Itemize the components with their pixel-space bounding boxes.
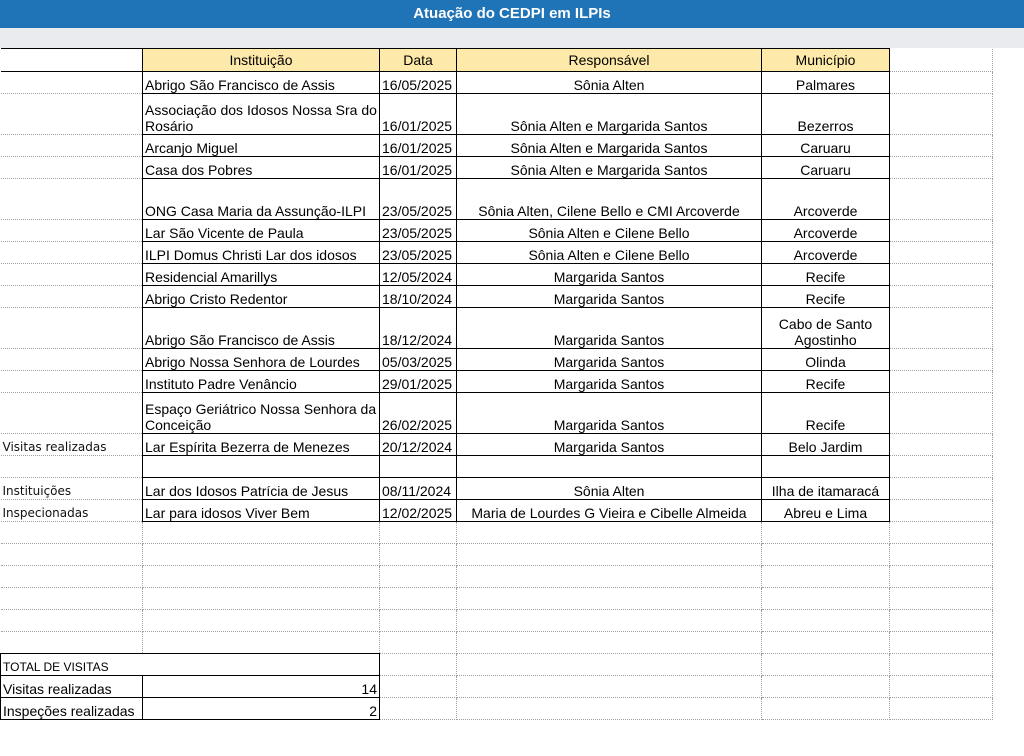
cell-responsavel[interactable]: Margarida Santos [457,393,762,434]
cell[interactable] [457,632,762,654]
cell[interactable] [1,286,143,308]
cell-municipio[interactable]: Palmares [762,72,890,94]
cell[interactable] [143,544,380,566]
cell-responsavel[interactable]: Margarida Santos [457,264,762,286]
cell[interactable] [890,308,993,349]
cell[interactable] [457,676,762,698]
cell[interactable] [762,654,890,676]
col-header-data[interactable]: Data [380,49,457,72]
totals-value[interactable]: 14 [143,676,380,698]
cell-data[interactable]: 20/12/2024 [380,434,457,456]
cell-data[interactable]: 16/01/2025 [380,94,457,135]
cell[interactable] [1,393,143,434]
cell[interactable] [1,632,143,654]
cell-data[interactable]: 29/01/2025 [380,371,457,393]
cell-responsavel[interactable]: Sônia Alten e Margarida Santos [457,94,762,135]
cell[interactable] [1,610,143,632]
cell[interactable] [890,588,993,610]
totals-value[interactable]: 2 [143,698,380,720]
cell[interactable] [457,544,762,566]
header-row [1,49,993,72]
table-row [1,371,993,393]
cell[interactable] [457,698,762,720]
empty-row [1,610,993,632]
cell[interactable] [890,566,993,588]
cell-instituicao[interactable]: Abrigo São Francisco de Assis [143,308,380,349]
cell[interactable] [1,94,143,135]
cell[interactable] [457,610,762,632]
cell[interactable] [890,349,993,371]
cell[interactable] [890,676,993,698]
cell-instituicao[interactable]: ONG Casa Maria da Assunção-ILPI [143,179,380,220]
cell[interactable] [890,610,993,632]
label-visitas-realizadas[interactable]: Visitas realizadas [1,434,143,456]
cell[interactable] [890,698,993,720]
table-row [1,434,993,456]
cell[interactable] [890,72,993,94]
cell[interactable] [890,94,993,135]
cell[interactable] [1,157,143,179]
empty-row [1,566,993,588]
cell-responsavel[interactable]: Sônia Alten [457,478,762,500]
cell[interactable] [143,566,380,588]
cell[interactable] [457,654,762,676]
cell-responsavel[interactable]: Margarida Santos [457,371,762,393]
cell-responsavel[interactable]: Sônia Alten e Margarida Santos [457,135,762,157]
cell[interactable] [1,566,143,588]
cell-municipio[interactable]: Belo Jardim [762,434,890,456]
data-table [0,48,993,720]
cell[interactable] [1,264,143,286]
cell[interactable] [890,135,993,157]
table-row [1,179,993,220]
cell-data[interactable]: 05/03/2025 [380,349,457,371]
cell[interactable] [380,632,457,654]
cell[interactable] [143,588,380,610]
totals-label[interactable]: Inspeções realizadas [1,698,143,720]
cell-responsavel[interactable]: Maria de Lourdes G Vieira e Cibelle Almeida [457,500,762,522]
col-header-municipio[interactable]: Município [762,49,890,72]
cell[interactable] [1,588,143,610]
cell[interactable] [762,610,890,632]
cell[interactable] [380,698,457,720]
sheet-title[interactable]: Atuação do CEDPI em ILPIs [0,0,1024,28]
cell[interactable] [762,698,890,720]
cell-instituicao[interactable]: Lar São Vicente de Paula [143,220,380,242]
cell-responsavel[interactable]: Margarida Santos [457,286,762,308]
cell-municipio[interactable]: Abreu e Lima [762,500,890,522]
cell[interactable] [457,522,762,544]
cell[interactable] [380,610,457,632]
empty-row [1,588,993,610]
cell-municipio[interactable]: Arcoverde [762,242,890,264]
cell-data[interactable]: 16/01/2025 [380,135,457,157]
cell[interactable] [762,456,890,478]
cell-data[interactable]: 08/11/2024 [380,478,457,500]
cell-data[interactable]: 23/05/2025 [380,220,457,242]
cell[interactable] [143,610,380,632]
cell[interactable] [762,522,890,544]
cell-municipio[interactable]: Caruaru [762,157,890,179]
cell[interactable] [890,434,993,456]
table-row [1,157,993,179]
table-row [1,242,993,264]
totals-header-row [1,654,993,676]
totals-label[interactable]: Visitas realizadas [1,676,143,698]
cell[interactable] [890,220,993,242]
cell-municipio[interactable]: Recife [762,286,890,308]
cell[interactable] [890,264,993,286]
cell[interactable] [1,135,143,157]
cell[interactable] [457,566,762,588]
cell[interactable] [1,371,143,393]
table-row [1,94,993,135]
cell-municipio[interactable]: Recife [762,264,890,286]
totals-row [1,676,993,698]
cell-instituicao[interactable]: Lar Espírita Bezerra de Menezes [143,434,380,456]
cell[interactable] [457,456,762,478]
cell[interactable] [1,308,143,349]
cell[interactable] [762,676,890,698]
cell[interactable] [890,286,993,308]
cell[interactable] [380,544,457,566]
cell[interactable] [890,179,993,220]
cell-municipio[interactable]: Ilha de itamaracá [762,478,890,500]
cell-data[interactable]: 16/01/2025 [380,157,457,179]
cell[interactable] [380,676,457,698]
cell-municipio[interactable]: Bezerros [762,94,890,135]
totals-row [1,698,993,720]
cell[interactable] [890,242,993,264]
table-row [1,135,993,157]
cell[interactable] [762,632,890,654]
cell[interactable] [890,654,993,676]
cell-data[interactable]: 26/02/2025 [380,393,457,434]
cell-data[interactable]: 12/05/2024 [380,264,457,286]
cell-municipio[interactable]: Caruaru [762,135,890,157]
cell[interactable] [1,544,143,566]
cell[interactable] [380,456,457,478]
cell[interactable] [890,371,993,393]
cell[interactable] [762,566,890,588]
cell-data[interactable]: 23/05/2025 [380,242,457,264]
cell[interactable] [890,522,993,544]
cell-responsavel[interactable]: Sônia Alten, Cilene Bello e CMI Arcoverde [457,179,762,220]
cell-instituicao[interactable]: Abrigo Cristo Redentor [143,286,380,308]
cell-data[interactable]: 23/05/2025 [380,179,457,220]
cell-instituicao[interactable]: Abrigo Nossa Senhora de Lourdes [143,349,380,371]
cell[interactable] [380,654,457,676]
cell-responsavel[interactable]: Margarida Santos [457,349,762,371]
cell-instituicao[interactable]: Espaço Geriátrico Nossa Senhora da Conceição [143,393,380,434]
cell[interactable] [1,49,143,72]
cell-responsavel[interactable]: Sônia Alten [457,72,762,94]
cell-instituicao[interactable]: Residencial Amarillys [143,264,380,286]
header-band [0,28,1024,48]
cell[interactable] [890,632,993,654]
cell-instituicao[interactable]: Instituto Padre Venâncio [143,371,380,393]
table-row [1,500,993,522]
table-row [1,264,993,286]
col-header-responsavel[interactable]: Responsável [457,49,762,72]
cell[interactable] [890,49,993,72]
cell[interactable] [1,349,143,371]
cell-instituicao[interactable]: Arcanjo Miguel [143,135,380,157]
cell[interactable] [457,588,762,610]
cell[interactable] [1,220,143,242]
cell[interactable] [890,393,993,434]
cell-municipio[interactable]: Recife [762,393,890,434]
cell[interactable] [890,478,993,500]
cell[interactable] [1,72,143,94]
cell-responsavel[interactable]: Sônia Alten e Cilene Bello [457,242,762,264]
cell[interactable] [890,500,993,522]
col-header-instituicao[interactable]: Instituição [143,49,380,72]
cell-responsavel[interactable]: Sônia Alten e Cilene Bello [457,220,762,242]
cell-municipio[interactable]: Cabo de Santo Agostinho [762,308,890,349]
cell[interactable] [890,544,993,566]
cell[interactable] [143,632,380,654]
cell-instituicao[interactable]: Abrigo São Francisco de Assis [143,72,380,94]
cell-municipio[interactable]: Arcoverde [762,179,890,220]
cell-data[interactable]: 18/10/2024 [380,286,457,308]
cell[interactable] [143,522,380,544]
empty-row [1,522,993,544]
empty-row [1,544,993,566]
cell[interactable] [762,588,890,610]
cell-municipio[interactable]: Recife [762,371,890,393]
table-row [1,349,993,371]
cell[interactable] [380,588,457,610]
cell[interactable] [1,179,143,220]
cell[interactable] [380,522,457,544]
cell[interactable] [143,456,380,478]
label-instituicoes[interactable]: Instituições [1,478,143,500]
table-row [1,220,993,242]
table-row [1,308,993,349]
cell-instituicao[interactable]: ILPI Domus Christi Lar dos idosos [143,242,380,264]
cell[interactable] [1,456,143,478]
cell-municipio[interactable]: Olinda [762,349,890,371]
cell-responsavel[interactable]: Margarida Santos [457,308,762,349]
cell-instituicao[interactable]: Associação dos Idosos Nossa Sra do Rosário [143,94,380,135]
empty-row [1,632,993,654]
cell-data[interactable]: 18/12/2024 [380,308,457,349]
cell-responsavel[interactable]: Sônia Alten e Margarida Santos [457,157,762,179]
cell-instituicao[interactable]: Casa dos Pobres [143,157,380,179]
cell[interactable] [890,157,993,179]
table-row [1,286,993,308]
empty-row [1,456,993,478]
cell-municipio[interactable]: Arcoverde [762,220,890,242]
totals-title[interactable]: TOTAL DE VISITAS [1,654,380,676]
cell-data[interactable]: 12/02/2025 [380,500,457,522]
cell[interactable] [890,456,993,478]
table-row [1,72,993,94]
table-row [1,393,993,434]
cell-responsavel[interactable]: Margarida Santos [457,434,762,456]
cell-instituicao[interactable]: Lar para idosos Viver Bem [143,500,380,522]
cell[interactable] [380,566,457,588]
table-row [1,478,993,500]
cell[interactable] [1,522,143,544]
label-inspecionadas[interactable]: Inspecionadas [1,500,143,522]
cell-instituicao[interactable]: Lar dos Idosos Patrícia de Jesus [143,478,380,500]
cell[interactable] [762,544,890,566]
cell[interactable] [1,242,143,264]
cell-data[interactable]: 16/05/2025 [380,72,457,94]
